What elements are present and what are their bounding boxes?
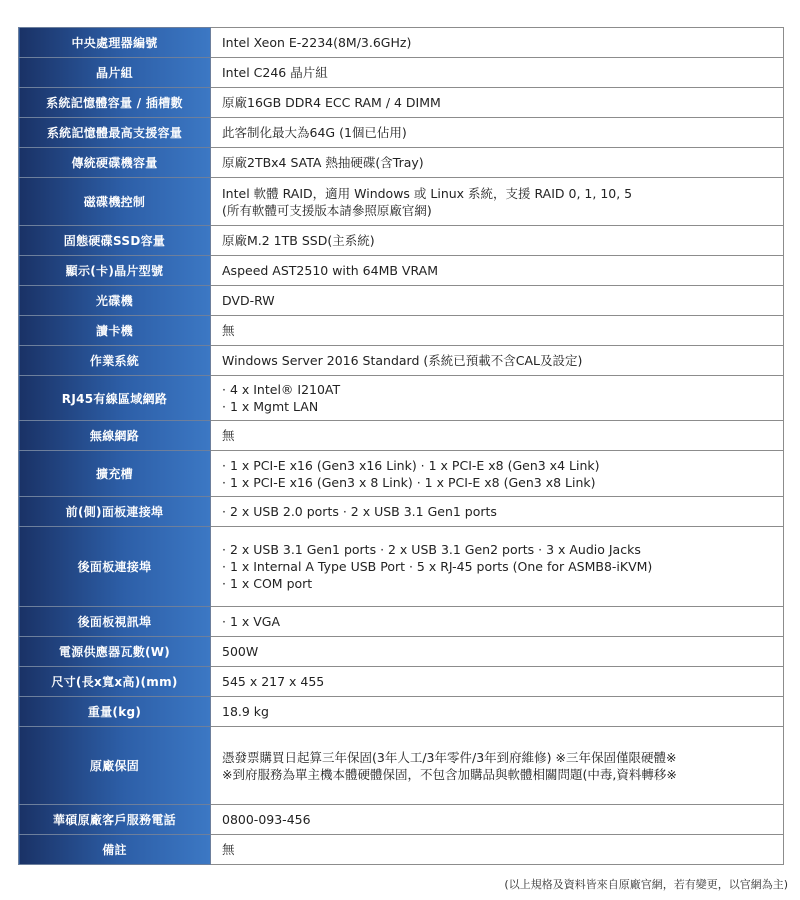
spec-value-line: · 1 x PCI-E x16 (Gen3 x 8 Link) · 1 x PCI-E x8 (Gen3 x8 Link): [222, 474, 596, 490]
spec-value: [211, 148, 784, 178]
spec-value-line: Windows Server 2016 Standard (系統已預載不含CAL及設定): [222, 353, 583, 368]
spec-value: [211, 28, 784, 58]
spec-row: [19, 148, 784, 178]
spec-value: [211, 697, 784, 727]
spec-label: 擴充槽: [19, 451, 211, 497]
spec-value-line: · 1 x Mgmt LAN: [222, 399, 319, 414]
spec-label: 原廠保固: [19, 727, 211, 805]
spec-value-line: 原廠2TBx4 SATA 熱抽硬碟(含Tray): [222, 155, 424, 170]
spec-value: [211, 226, 784, 256]
spec-value: [211, 118, 784, 148]
spec-value: [211, 497, 784, 527]
spec-row: [19, 88, 784, 118]
spec-row: [19, 451, 784, 497]
spec-row: [19, 805, 784, 835]
spec-value: [211, 421, 784, 451]
spec-value: [211, 346, 784, 376]
spec-value: [211, 451, 784, 497]
spec-value-line: ※到府服務為單主機本體硬體保固，不包含加購品與軟體相關問題(中毒,資料轉移※: [222, 766, 677, 782]
spec-row: [19, 376, 784, 421]
spec-row: [19, 346, 784, 376]
spec-value: [211, 667, 784, 697]
spec-value-line: Intel Xeon E-2234(8M/3.6GHz): [222, 35, 412, 50]
spec-row: [19, 667, 784, 697]
spec-label: 傳統硬碟機容量: [19, 148, 211, 178]
spec-label: 讀卡機: [19, 316, 211, 346]
spec-label: 華碩原廠客戶服務電話: [19, 805, 211, 835]
spec-label: 重量(kg): [19, 697, 211, 727]
footnote: (以上規格及資料皆來自原廠官網，若有變更，以官網為主): [504, 878, 788, 891]
spec-value-line: 無: [222, 428, 235, 443]
spec-row: [19, 527, 784, 607]
spec-row: [19, 497, 784, 527]
spec-value-line: · 2 x USB 3.1 Gen1 ports · 2 x USB 3.1 Gen2 ports · 3 x Audio Jacks: [222, 542, 641, 557]
spec-row: [19, 637, 784, 667]
spec-value-line: 原廠16GB DDR4 ECC RAM / 4 DIMM: [222, 95, 441, 110]
spec-value-line: · 4 x Intel® I210AT: [222, 382, 341, 397]
spec-value: [211, 58, 784, 88]
spec-row: [19, 178, 784, 226]
spec-value: [211, 178, 784, 226]
spec-value-line: (所有軟體可支援版本請參照原廠官網): [222, 202, 432, 218]
spec-row: [19, 118, 784, 148]
spec-label: 後面板視訊埠: [19, 607, 211, 637]
spec-value-line: 18.9 kg: [222, 704, 269, 719]
spec-label: 顯示(卡)晶片型號: [19, 256, 211, 286]
spec-value: [211, 286, 784, 316]
spec-value-line: 500W: [222, 644, 259, 659]
spec-row: [19, 607, 784, 637]
spec-label: 中央處理器編號: [19, 28, 211, 58]
spec-value-line: 原廠M.2 1TB SSD(主系統): [222, 233, 375, 248]
spec-value-line: Aspeed AST2510 with 64MB VRAM: [222, 263, 438, 278]
spec-row: [19, 58, 784, 88]
spec-value-line: 無: [222, 323, 235, 338]
spec-value-line: Intel C246 晶片組: [222, 65, 328, 80]
spec-value: [211, 727, 784, 805]
spec-label: 前(側)面板連接埠: [19, 497, 211, 527]
spec-value-line: Intel 軟體 RAID，適用 Windows 或 Linux 系統，支援 RAID 0, 1, 10, 5: [222, 185, 633, 201]
spec-value-line: 此客制化最大為64G (1個已佔用): [222, 125, 407, 140]
spec-value: [211, 376, 784, 421]
spec-value: [211, 607, 784, 637]
spec-value-line: 0800-093-456: [222, 812, 311, 827]
spec-value: [211, 805, 784, 835]
spec-row: [19, 286, 784, 316]
spec-label: 系統記憶體容量 / 插槽數: [19, 88, 211, 118]
spec-value-line: 無: [222, 842, 235, 857]
spec-label: 尺寸(長x寬x高)(mm): [19, 667, 211, 697]
spec-label: 固態硬碟SSD容量: [19, 226, 211, 256]
spec-label: 光碟機: [19, 286, 211, 316]
spec-row: [19, 697, 784, 727]
spec-value: [211, 88, 784, 118]
spec-row: [19, 256, 784, 286]
spec-label: 磁碟機控制: [19, 178, 211, 226]
spec-label: 晶片組: [19, 58, 211, 88]
spec-value: [211, 835, 784, 865]
spec-value-line: 545 x 217 x 455: [222, 674, 325, 689]
spec-row: [19, 421, 784, 451]
spec-row: [19, 835, 784, 865]
spec-label: 作業系統: [19, 346, 211, 376]
spec-label: 系統記憶體最高支援容量: [19, 118, 211, 148]
spec-row: [19, 727, 784, 805]
spec-value-line: · 1 x PCI-E x16 (Gen3 x16 Link) · 1 x PCI-E x8 (Gen3 x4 Link): [222, 457, 600, 473]
spec-label: 後面板連接埠: [19, 527, 211, 607]
spec-row: [19, 28, 784, 58]
spec-value: [211, 527, 784, 607]
spec-label: 電源供應器瓦數(W): [19, 637, 211, 667]
spec-value-line: · 1 x Internal A Type USB Port · 5 x RJ-45 ports (One for ASMB8-iKVM): [222, 559, 653, 574]
spec-row: [19, 226, 784, 256]
spec-label: RJ45有線區域網路: [19, 376, 211, 421]
spec-value: [211, 256, 784, 286]
spec-label: 備註: [19, 835, 211, 865]
spec-value-line: · 2 x USB 2.0 ports · 2 x USB 3.1 Gen1 ports: [222, 504, 497, 519]
spec-value-line: · 1 x COM port: [222, 576, 313, 591]
spec-value-line: 憑發票購買日起算三年保固(3年人工/3年零件/3年到府維修) ※三年保固僅限硬體※: [222, 749, 677, 765]
spec-value: [211, 637, 784, 667]
spec-value: [211, 316, 784, 346]
spec-table: [18, 27, 784, 865]
spec-label: 無線網路: [19, 421, 211, 451]
spec-value-line: · 1 x VGA: [222, 614, 281, 629]
spec-row: [19, 316, 784, 346]
spec-value-line: DVD-RW: [222, 293, 275, 308]
